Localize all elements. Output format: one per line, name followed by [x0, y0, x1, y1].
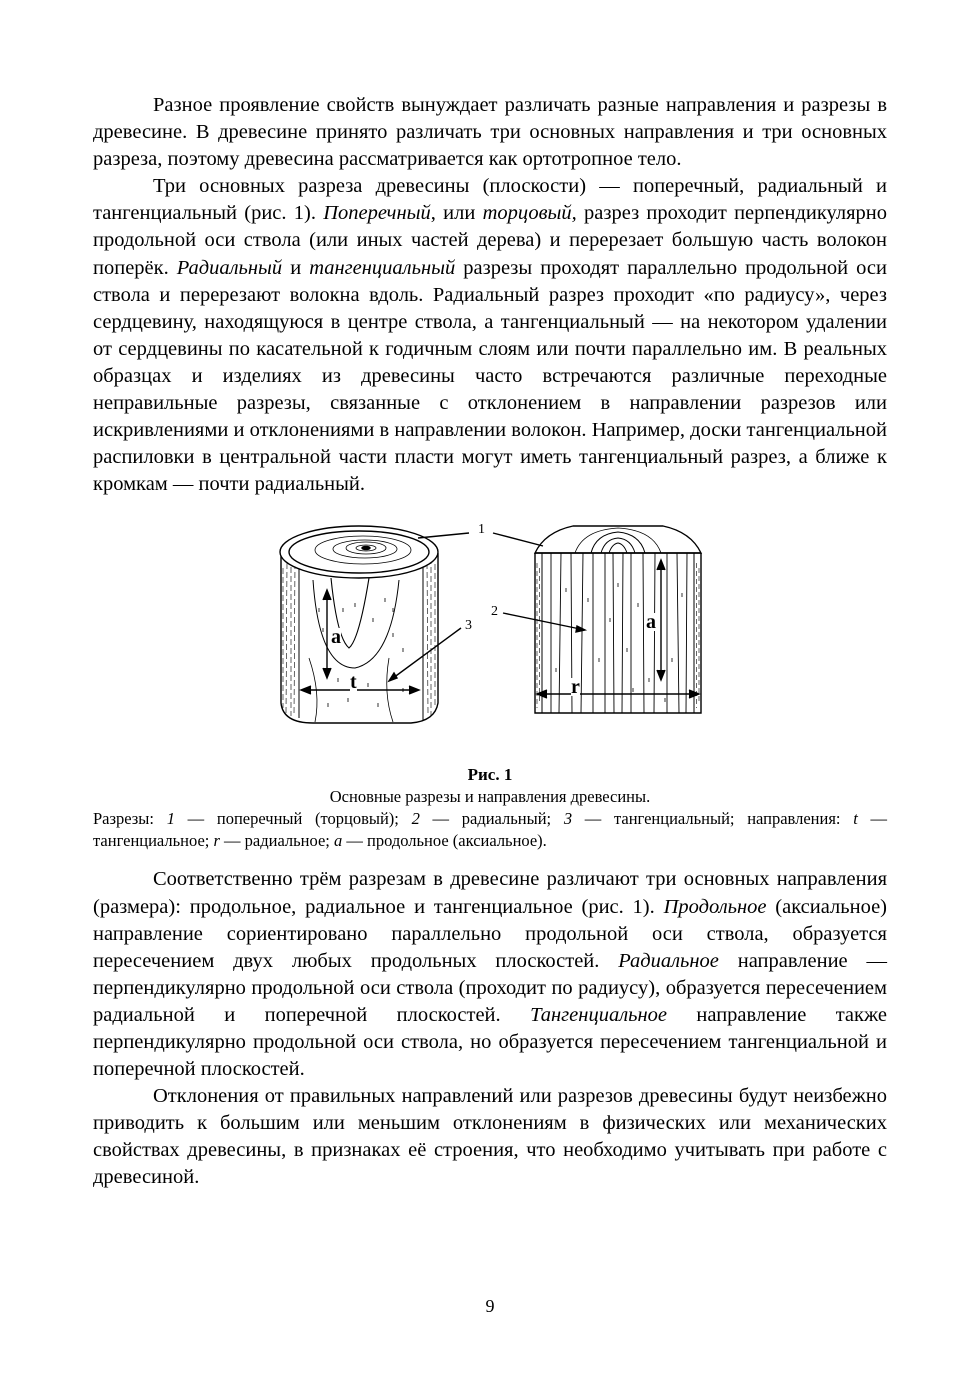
- label-a-left: a: [331, 626, 341, 649]
- figure-wood-sections: [93, 508, 887, 758]
- paragraph-sections: Три основных разреза древесины (плоскости) — поперечный, радиальный и тангенциальный (рис. 1). Поперечный, или торцовый, разрез проходит перпендикулярно продольной оси ствола (или иных частей дерева) и перерезает большую часть волокон поперёк. Радиальный и тангенциальный разрезы проходят параллельно продольной оси ствола и перерезают волокна вдоль. Радиальный разрез проходит «по радиусу», через сердцевину, находящуюся в центре ствола, а тангенциальный — на некотором удалении от сердцевины по касательной к годичным слоям или почти параллельно им. В реальных образцах и изделиях из древесины часто встречаются различные переходные неправильные разрезы, связанные с отклонением в направлении разрезов или искривлениями и отклонениями в направлении волокон. Например, доски тангенциальной распиловки в центральной части пласти могут иметь тангенциальный разрез, а ближе к кромкам — почти радиальный.: [93, 175, 887, 496]
- label-a-right: a: [646, 611, 656, 634]
- figure-legend: Разрезы: 1 — поперечный (торцовый); 2 — радиальный; 3 — тангенциальный; направления: t — тангенциальное; r — радиальное; a — продольное (аксиальное).: [93, 809, 888, 851]
- label-1: 1: [478, 522, 485, 538]
- right-log-drawing: [503, 526, 701, 713]
- label-r: r: [571, 676, 580, 699]
- wood-sections-illustration: [93, 508, 887, 758]
- page-body: [93, 92, 887, 1192]
- label-3: 3: [465, 618, 472, 634]
- paragraph-directions: Соответственно трём разрезам в древесине различают три основных направления (размера): продольное, радиальное и тангенциальное (рис. 1). Продольное (аксиальное) направление сориентировано параллельно продольной оси ствола, образуется пересечением двух любых продольных плоскостей. Радиальное направление — перпендикулярно продольной оси ствола (проходит по радиусу), образуется пересечением радиальной и поперечной плоскостей. Тангенциальное направление также перпендикулярно продольной оси ствола, но образуется пересечением тангенциальной и поперечной плоскостей.: [93, 868, 887, 1081]
- paragraph-deviations: Отклонения от правильных направлений или разрезов древесины будут неизбежно приводить к большим или меньшим отклонениям в физических или механических свойствах древесины, в признаках её строения, что необходимо учитывать при работе с древесиной.: [93, 1085, 887, 1189]
- figure-title: Рис. 1: [467, 765, 513, 785]
- page-number: 9: [485, 1296, 495, 1316]
- label-t: t: [350, 671, 357, 694]
- label-2: 2: [491, 604, 498, 620]
- figure-caption: Основные разрезы и направления древесины.: [329, 787, 651, 807]
- left-log-drawing: [280, 526, 461, 723]
- paragraph-intro: Разное проявление свойств вынуждает различать разные направления и разрезы в древесине. В древесине принято различать три основных направления и три основных разреза, поэтому древесина рассматривается как ортотропное тело.: [93, 94, 887, 171]
